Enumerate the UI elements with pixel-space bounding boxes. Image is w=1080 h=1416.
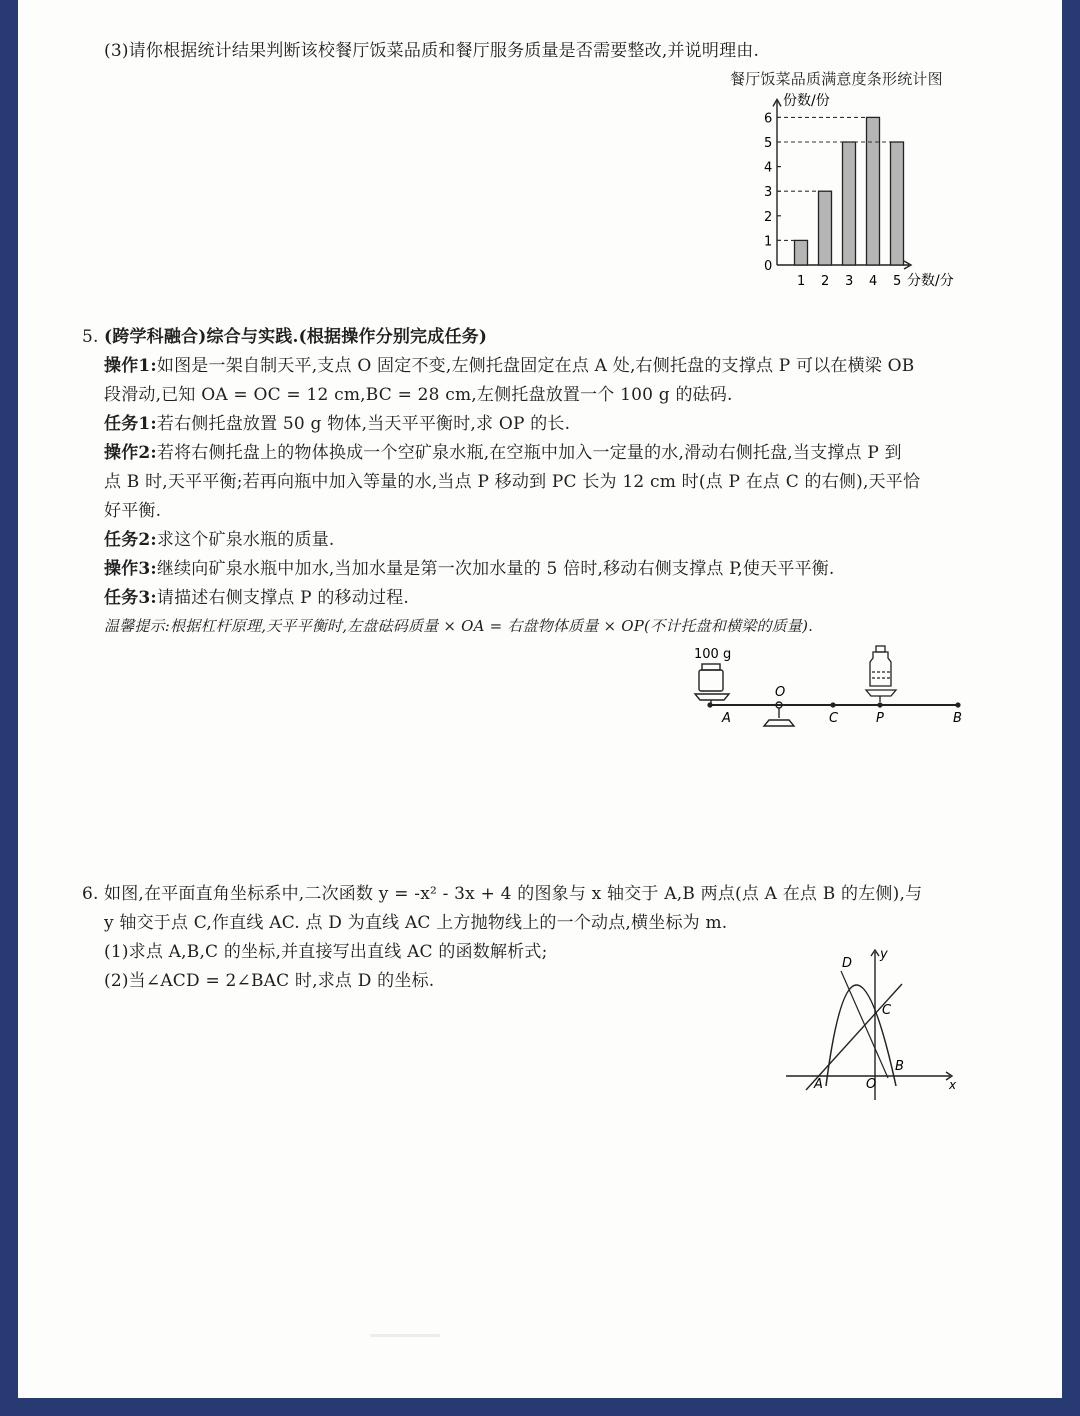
q5-hint: 温馨提示:根据杠杆原理,天平平衡时,左盘砝码质量 × OA = 右盘物体质量 × OP(不计托盘和横梁的质量).	[104, 617, 814, 635]
q5-task3	[104, 587, 409, 609]
y-tick-label: 0	[764, 259, 773, 274]
q5-op2-line1	[104, 442, 902, 464]
q5-op1-text: 如图是一架自制天平,支点 O 固定不变,左侧托盘固定在点 A 处,右侧托盘的支撑点 P 可以在横梁 OB	[156, 356, 915, 376]
x-axis-label: 分数/分	[907, 273, 954, 289]
label-x: x	[949, 1078, 957, 1092]
x-tick-label: 4	[869, 274, 878, 289]
y-axis-label: 份数/份	[783, 93, 830, 109]
label-b-point: B	[895, 1059, 904, 1074]
q5-op3	[104, 558, 835, 580]
q5-task3-label: 任务3:	[104, 588, 157, 608]
parabola-figure	[778, 940, 978, 1110]
balance-figure	[678, 640, 978, 740]
x-tick-label: 1	[797, 274, 806, 289]
label-a: A	[722, 711, 731, 726]
q5-op3-text: 继续向矿泉水瓶中加水,当加水量是第一次加水量的 5 倍时,移动右侧支撑点 P,使天平平衡.	[156, 559, 835, 579]
bar	[795, 240, 808, 265]
q6-line1: 如图,在平面直角坐标系中,二次函数 y = -x² - 3x + 4 的图象与 x 轴交于 A,B 两点(点 A 在点 B 的左侧),与	[104, 884, 923, 904]
q6-line2: y 轴交于点 C,作直线 AC. 点 D 为直线 AC 上方抛物线上的一个动点,横坐标为 m.	[104, 913, 728, 933]
q5-task3-text: 请描述右侧支撑点 P 的移动过程.	[156, 588, 409, 608]
y-tick-label: 3	[764, 185, 773, 201]
point-a-dot	[707, 702, 712, 707]
q5-op1-label: 操作1:	[104, 356, 157, 376]
bar	[843, 142, 856, 265]
point-p-dot	[877, 702, 882, 707]
q5-op1-line2: 段滑动,已知 OA = OC = 12 cm,BC = 28 cm,左侧托盘放置一个 100 g 的砝码.	[104, 385, 733, 405]
label-p: P	[876, 711, 884, 726]
q4-part3: (3)请你根据统计结果判断该校餐厅饭菜品质和餐厅服务质量是否需要整改,并说明理由.	[104, 41, 760, 61]
q5-op2-text: 若将右侧托盘上的物体换成一个空矿泉水瓶,在空瓶中加入一定量的水,滑动右侧托盘,当支撑点 P 到	[156, 443, 902, 463]
q5-title: (跨学科融合)综合与实践.(根据操作分别完成任务)	[104, 327, 488, 347]
q5-op2-label: 操作2:	[104, 443, 157, 463]
q5-task1	[104, 413, 570, 435]
q5-task1-text: 若右侧托盘放置 50 g 物体,当天平平衡时,求 OP 的长.	[156, 414, 571, 434]
label-c-point: C	[882, 1003, 892, 1018]
bar-chart	[718, 86, 968, 292]
label-d: D	[842, 956, 853, 971]
bottle-icon	[866, 646, 896, 702]
q5-op2-line2: 点 B 时,天平平衡;若再向瓶中加入等量的水,当点 P 移动到 PC 长为 12 cm 时(点 P 在点 C 的右侧),天平恰	[104, 472, 921, 492]
bar	[819, 191, 832, 265]
point-c-dot	[830, 702, 835, 707]
q5-op3-label: 操作3:	[104, 559, 157, 579]
q5-task2-text: 求这个矿泉水瓶的质量.	[156, 530, 335, 550]
label-b: B	[953, 711, 962, 726]
q5-task2	[104, 529, 335, 551]
bar	[867, 117, 880, 265]
y-tick-label: 1	[764, 234, 773, 250]
q5-number: 5.	[82, 327, 99, 347]
label-o: O	[775, 685, 786, 700]
scan-mark	[370, 1334, 440, 1337]
q6-part1: (1)求点 A,B,C 的坐标,并直接写出直线 AC 的函数解析式;	[104, 942, 548, 962]
label-c: C	[829, 711, 839, 726]
x-tick-label: 2	[821, 274, 830, 289]
point-b-dot	[955, 702, 960, 707]
label-origin: O	[866, 1077, 877, 1092]
x-tick-label: 5	[893, 274, 902, 289]
q5-op1-line1	[104, 355, 914, 377]
exam-page	[18, 0, 1062, 1398]
q5-op2-line3: 好平衡.	[104, 501, 162, 521]
q5-task2-label: 任务2:	[104, 530, 157, 550]
x-tick-label: 3	[845, 274, 854, 289]
y-tick-label: 6	[764, 111, 773, 127]
q6-part2: (2)当∠ACD = 2∠BAC 时,求点 D 的坐标.	[104, 971, 435, 991]
line-cd	[841, 971, 888, 1078]
q6-number: 6.	[82, 884, 99, 904]
weight-icon	[695, 664, 729, 705]
chart-title: 餐厅饭菜品质满意度条形统计图	[730, 70, 943, 88]
bar	[891, 142, 904, 265]
y-tick-label: 2	[764, 209, 773, 225]
y-tick-label: 4	[764, 160, 773, 176]
y-tick-label: 5	[764, 136, 773, 151]
label-y: y	[880, 947, 888, 962]
q5-task1-label: 任务1:	[104, 414, 157, 434]
weight-label: 100 g	[694, 647, 732, 662]
label-a-point: A	[814, 1077, 823, 1092]
